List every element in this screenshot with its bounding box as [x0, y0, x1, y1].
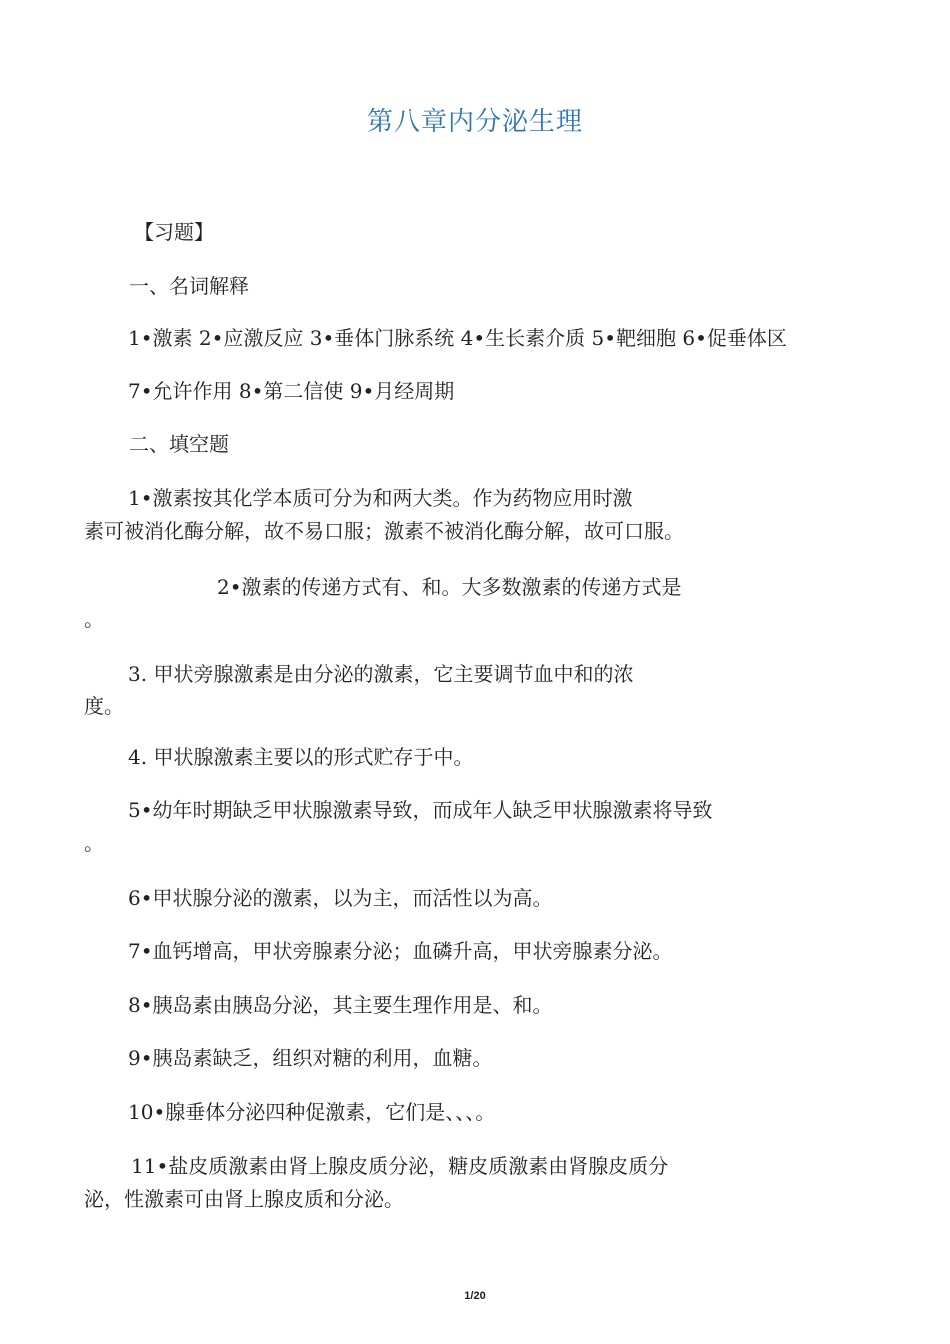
question-6: 6•甲状腺分泌的激素，以为主，而活性以为高。 [128, 886, 553, 910]
question-1-line-1: 1•激素按其化学本质可分为和两大类。作为药物应用时激 [128, 486, 633, 510]
part1-heading: 一、名词解释 [129, 274, 249, 298]
question-10: 10•腺垂体分泌四种促激素，它们是、、、。 [128, 1100, 496, 1124]
terms-line-1: 1•激素 2•应激反应 3•垂体门脉系统 4•生长素介质 5•靶细胞 6•促垂体区 [128, 326, 787, 350]
question-8: 8•胰岛素由胰岛分泌，其主要生理作用是、和。 [128, 993, 553, 1017]
part2-heading: 二、填空题 [129, 432, 229, 456]
question-11-line-2: 泌，性激素可由肾上腺皮质和分泌。 [84, 1187, 404, 1211]
question-1-line-2: 素可被消化酶分解，故不易口服；激素不被消化酶分解，故可口服。 [84, 519, 684, 543]
question-7: 7•血钙增高，甲状旁腺素分泌；血磷升高，甲状旁腺素分泌。 [128, 939, 673, 963]
question-11-line-1: 11•盐皮质激素由肾上腺皮质分泌，糖皮质激素由肾腺皮质分 [131, 1154, 669, 1178]
page-title: 第八章内分泌生理 [366, 107, 583, 137]
question-3-line-2: 度。 [84, 694, 124, 718]
question-2-line-2: 。 [84, 607, 104, 631]
page-number: 1/20 [464, 1290, 486, 1302]
question-9: 9•胰岛素缺乏，组织对糖的利用，血糖。 [128, 1046, 493, 1070]
section-label: 【习题】 [134, 220, 214, 244]
terms-line-2: 7•允许作用 8•第二信使 9•月经周期 [128, 379, 455, 403]
question-4: 4. 甲状腺激素主要以的形式贮存于中。 [128, 745, 474, 769]
question-5-line-2: 。 [84, 831, 104, 855]
question-3-line-1: 3. 甲状旁腺激素是由分泌的激素，它主要调节血中和的浓 [128, 662, 634, 686]
question-5-line-1: 5•幼年时期缺乏甲状腺激素导致，而成年人缺乏甲状腺激素将导致 [128, 798, 713, 822]
question-2-line-1: 2•激素的传递方式有、和。大多数激素的传递方式是 [217, 575, 682, 599]
